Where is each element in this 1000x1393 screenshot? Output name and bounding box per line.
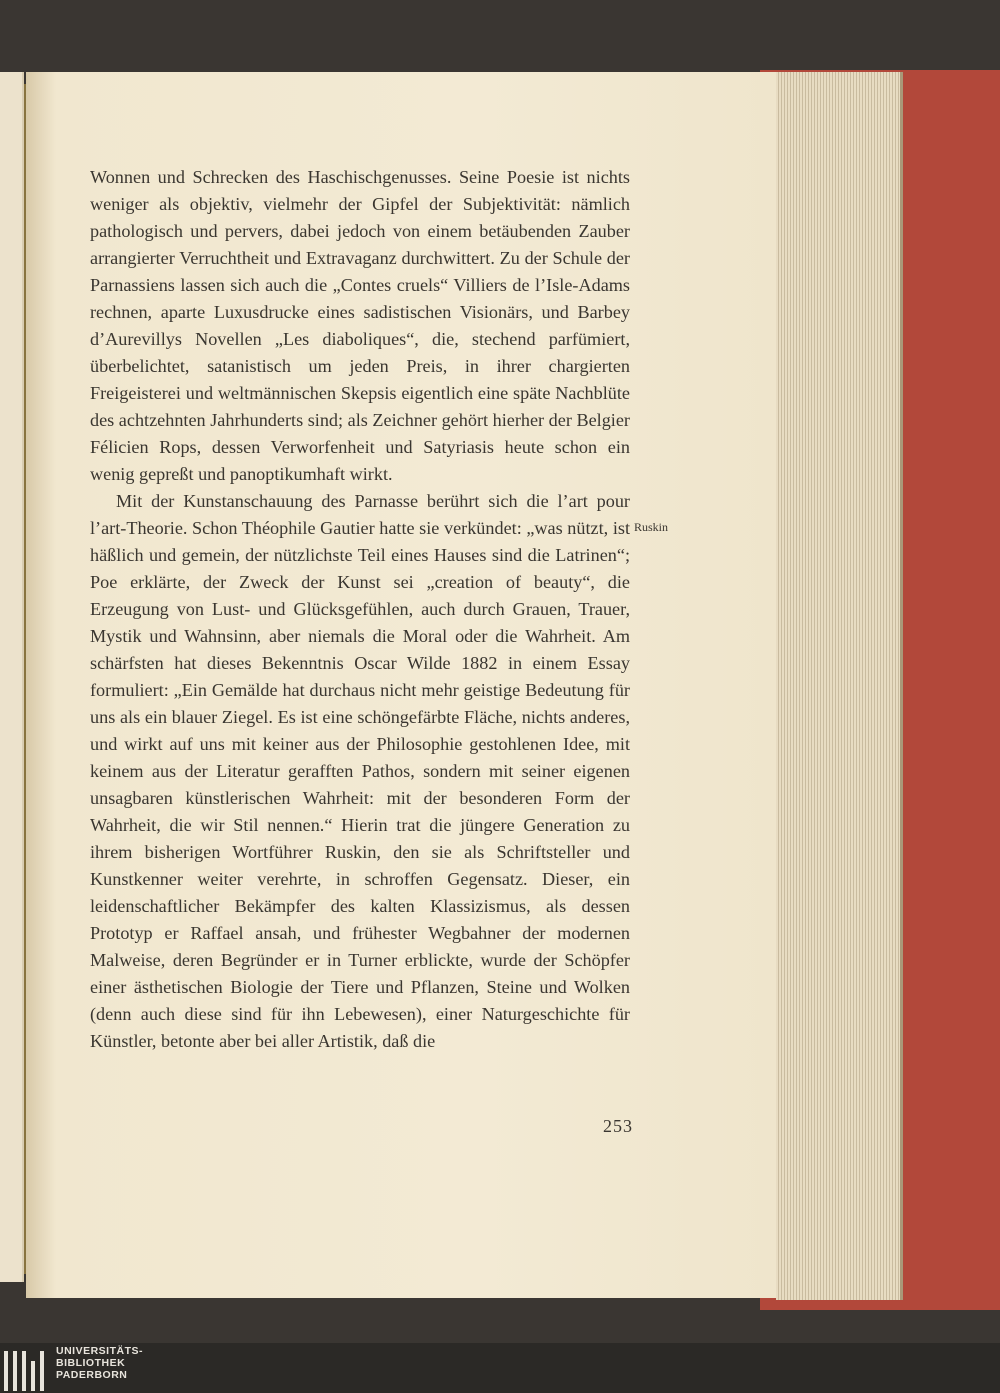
library-logo-line-3: PADERBORN [56,1369,128,1381]
library-logo-line-1: UNIVERSITÄTS- [56,1345,144,1357]
body-text [90,164,630,1055]
page-block-edges [776,72,903,1300]
previous-page-edge [0,72,24,1282]
library-logo-line-2: BIBLIOTHEK [56,1357,126,1369]
library-logo-text [56,1345,143,1381]
paragraph-1: Wonnen und Schrecken des Haschischgenusses. Seine Poesie ist nichts weniger als objektiv, vielmehr der Gipfel der Subjektivität: nämlich pathologisch und pervers, dabei jedoch von einem betäubenden Zauber arrangierter Verruchtheit und Extravaganz durchwittert. Zu der Schule der Parnassiens lassen sich auch die „Contes cruels“ Villiers de l’Isle-Adams rechnen, aparte Luxusdrucke eines sadistischen Visionärs, und Barbey d’Aurevillys Novellen „Les diaboliques“, die, stechend parfümiert, überbelichtet, satanistisch um jeden Preis, in ihrer chargierten Freigeisterei und weltmännischen Skepsis eigentlich eine späte Nachblüte des achtzehnten Jahrhunderts sind; als Zeichner gehört hierher der Belgier Félicien Rops, dessen Verworfenheit und Satyriasis heute schon ein wenig gepreßt und panoptikumhaft wirkt. [90,167,630,484]
footer-bar [0,1343,1000,1393]
margin-note: Ruskin [634,520,669,534]
paragraph-2: Mit der Kunstanschauung des Parnasse berührt sich die l’art pour l’art-Theorie. Schon Théophile Gautier hatte sie verkündet: „was nützt, ist häßlich und gemein, der nützlichste Teil eines Hauses sind die Latrinen“; Poe erklärte, der Zweck der Kunst sei „creation of beauty“, die Erzeugung von Lust- und Glücksgefühlen, auch durch Grauen, Trauer, Mystik und Wahnsinn, aber niemals die Moral oder die Wahrheit. Am schärfsten hat dieses Bekenntnis Oscar Wilde 1882 in einem Essay formuliert: „Ein Gemälde hat durchaus nicht mehr geistige Bedeutung für uns als ein blauer Ziegel. Es ist eine schöngefärbte Fläche, nichts anderes, und wirkt auf uns mit keiner aus der Philosophie gestohlenen Idee, mit keinem aus der Literatur gerafften Pathos, sondern mit seiner eigenen unsagbaren künstlerischen Wahrheit: mit der besonderen Form der Wahrheit, die wir Stil nennen.“ Hierin trat die jüngere Generation zu ihrem bisherigen Wortführer Ruskin, den sie als Schriftsteller und Kunstkenner weiter verehrte, in schroffen Gegensatz. Dieser, ein leidenschaftlicher Bekämpfer des kalten Klassizismus, als dessen Prototyp er Raffael ansah, und frühester Wegbahner der modernen Malweise, deren Begründer er in Turner erblickte, wurde der Schöpfer einer ästhetischen Biologie der Tiere und Pflanzen, Steine und Wolken (denn auch diese sind für ihn Lebewesen), einer Naturgeschichte für Künstler, betonte aber bei aller Artistik, daß die [90,491,630,1051]
page-number: 253 [603,1116,633,1136]
library-logo-icon [4,1347,50,1391]
